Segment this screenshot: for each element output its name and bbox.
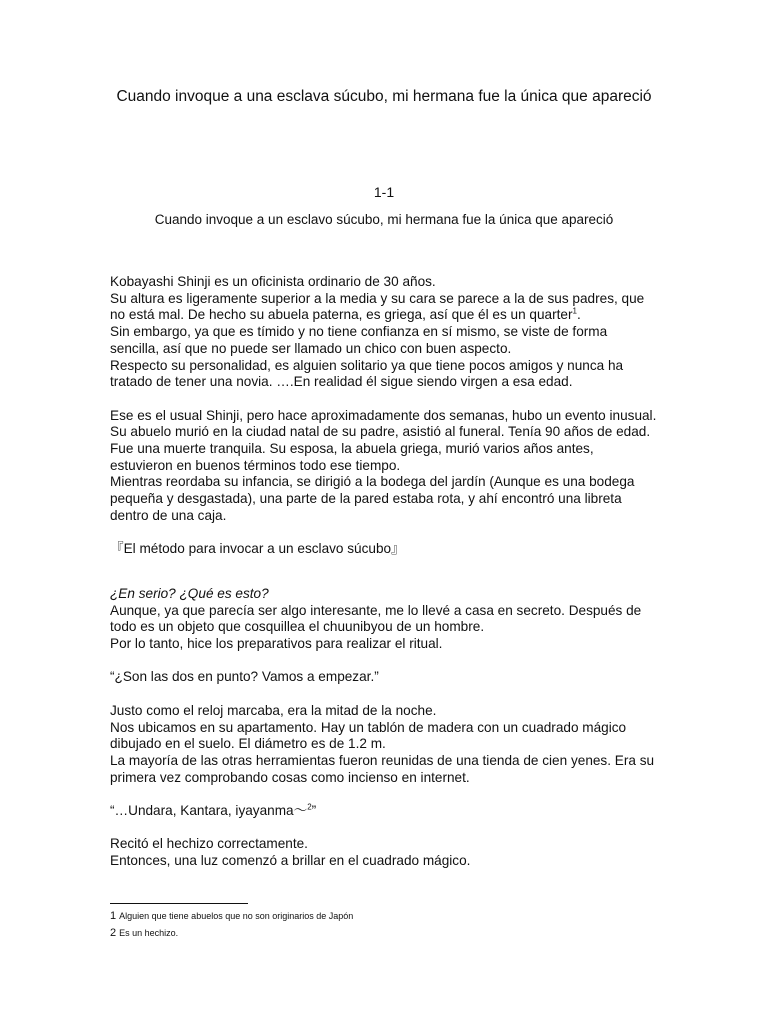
paragraph: Mientras reordaba su infancia, se dirigió a la bodega del jardín (Aunque es una bodega pequeña y desgastada), una parte de la pared estaba rota, y ahí encontró una libreta dentro de una caja. [110,474,635,523]
paragraph-text-end: . [576,307,581,323]
footnote-text: Es un hechizo. [119,928,179,938]
paragraph: Justo como el reloj marcaba, era la mitad de la noche. [110,702,437,718]
italic-thought: ¿En serio? ¿Qué es esto? [110,585,269,601]
paragraph [110,291,660,324]
paragraph: Entonces, una luz comenzó a brillar en el cuadrado mágico. [110,853,471,869]
footnote-number: 2 [110,927,117,939]
paragraph: Por lo tanto, hice los preparativos para realizar el ritual. [110,636,443,652]
footnote-ref-1[interactable]: 1 [572,306,577,316]
body-text [110,274,660,870]
paragraph-gap [110,391,660,408]
paragraph-gap [110,820,660,837]
dialogue-text: “…Undara, Kantara, iyayanma～ [110,803,308,819]
book-title-line: 『El método para invocar a un esclavo súcubo』 [110,541,405,557]
paragraph: Nos ubicamos en su apartamento. Hay un tablón de madera con un cuadrado mágico dibujado en el suelo. El diámetro es de 1.2 m. [110,719,627,752]
paragraph-gap [110,686,660,703]
footnote-1 [110,908,660,925]
paragraph: Ese es el usual Shinji, pero hace aproximadamente dos semanas, hubo un evento inusual. [110,407,657,423]
paragraph: Kobayashi Shinji es un oficinista ordinario de 30 años. [110,274,436,289]
paragraph: Aunque, ya que parecía ser algo interesante, me lo llevé a casa en secreto. Después de todo es un objeto que cosquillea el chuunibyou de un hombre. [110,602,642,635]
paragraph-gap [110,786,660,803]
paragraph-gap [110,653,660,670]
paragraph: Su abuelo murió en la ciudad natal de su padre, asistió al funeral. Tenía 90 años de edad. Fue una muerte tranquila. Su esposa, la abuela griega, murió varios años antes, estuvieron en buenos términos todo ese tiempo. [110,424,651,473]
paragraph: Respecto su personalidad, es alguien solitario ya que tiene pocos amigos y nunca ha tratado de tener una novia. ….En realidad él sigue siendo virgen a esa edad. [110,357,624,390]
footnote-2 [110,925,660,942]
footnotes [110,908,660,942]
chapter-number: 1-1 [373,184,395,200]
document-title: Cuando invoque a una esclava súcubo, mi hermana fue la única que apareció [116,88,652,105]
dialogue [110,803,660,820]
chapter-title: Cuando invoque a un esclavo súcubo, mi hermana fue la única que apareció [154,212,614,227]
footnote-number: 1 [110,910,117,922]
dialogue-text-end: ” [311,803,317,819]
paragraph: Recitó el hechizo correctamente. [110,836,308,852]
dialogue: “¿Son las dos en punto? Vamos a empezar.” [110,669,379,685]
paragraph-gap [110,525,660,542]
paragraph-gap [110,558,660,586]
footnote-text: Alguien que tiene abuelos que no son originarios de Japón [119,911,354,921]
paragraph: La mayoría de las otras herramientas fueron reunidas de una tienda de cien yenes. Era su primera vez comprobando cosas como incienso en internet. [110,752,655,785]
paragraph-text: Su altura es ligeramente superior a la media y su cara se parece a la de sus padres, que no está mal. De hecho su abuela paterna, es griega, así que él es un quarter [110,290,645,323]
paragraph: Sin embargo, ya que es tímido y no tiene confianza en sí mismo, se viste de forma sencilla, así que no puede ser llamado un chico con buen aspecto. [110,324,608,356]
footnote-ref-2[interactable]: 2 [307,802,312,812]
footnote-divider [110,903,248,904]
